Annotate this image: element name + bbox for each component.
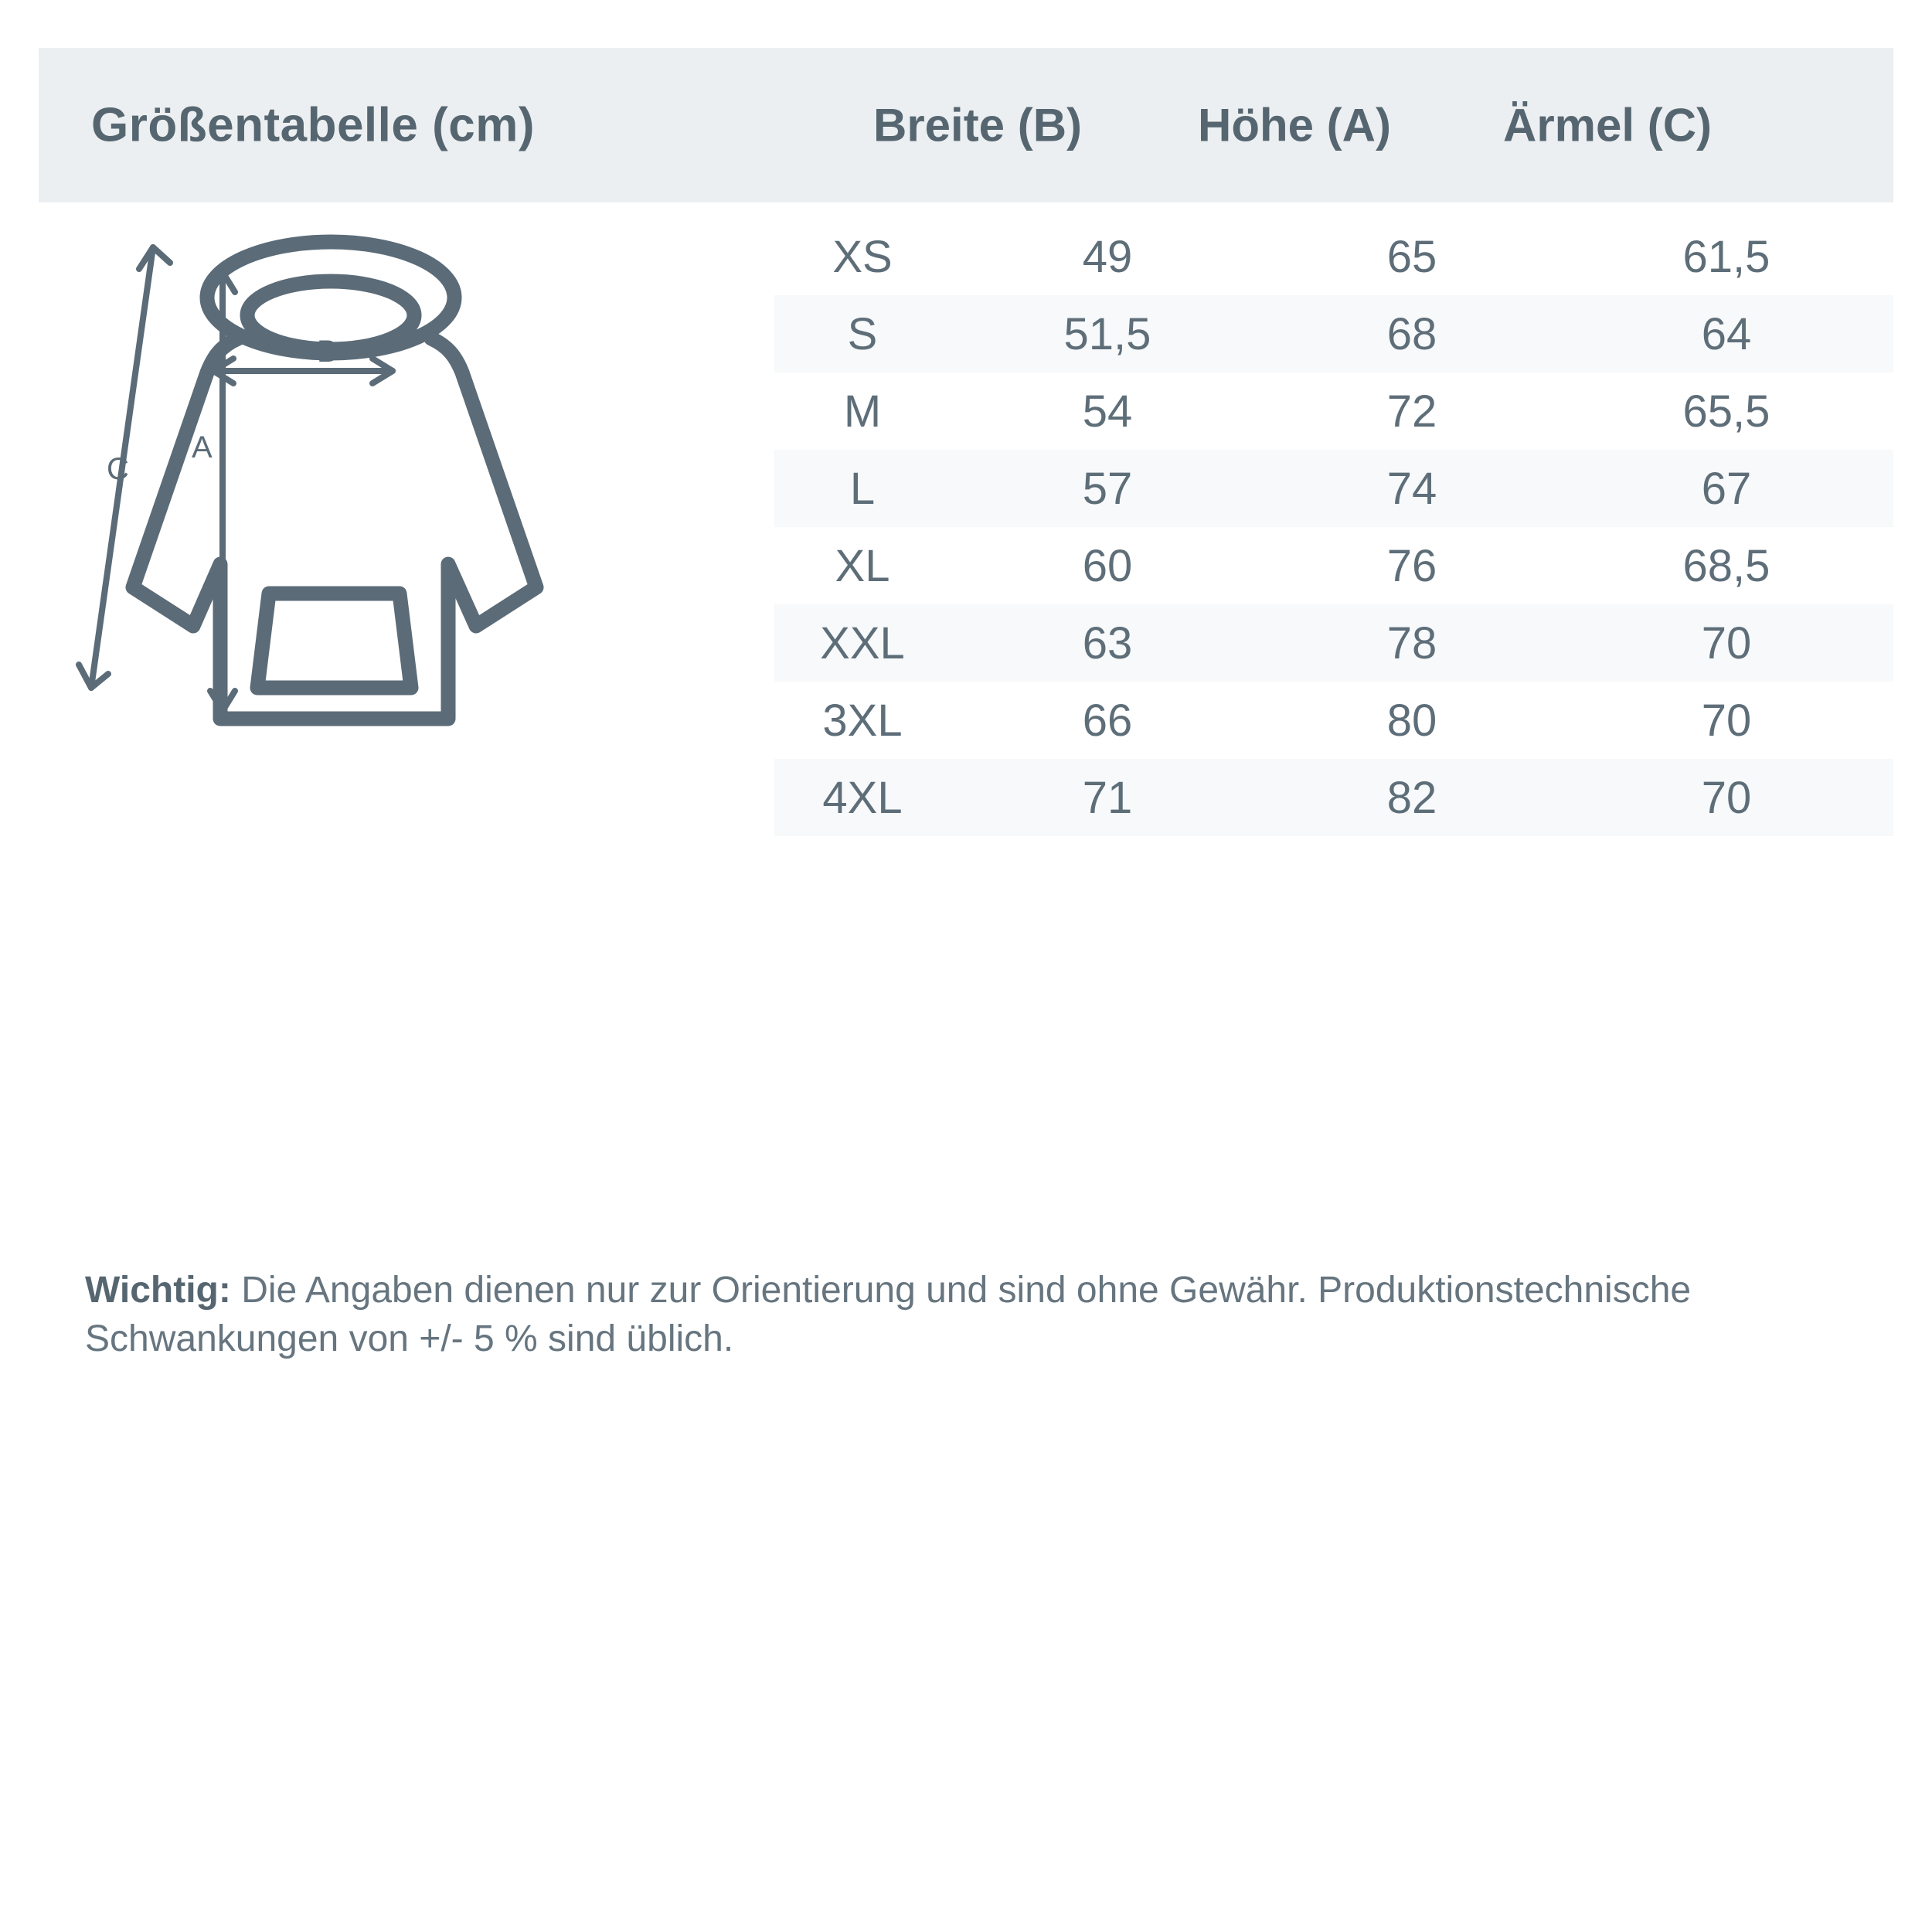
cell-size: S [847,308,878,359]
sleeve-label: C [107,452,129,486]
cell-width: 66 [1082,695,1133,746]
cell-size: 3XL [822,695,903,746]
table-row [774,604,1893,682]
table-row [774,759,1893,836]
table-row [774,682,1893,759]
cell-size: M [843,386,882,437]
cell-sleeve: 64 [1701,308,1752,359]
cell-size: 4XL [822,772,903,823]
cell-width: 54 [1082,386,1133,437]
cell-height: 82 [1386,772,1437,823]
cell-width: 63 [1082,617,1133,668]
column-header-height: Höhe (A) [1198,99,1391,151]
cell-size: XXL [820,617,905,668]
cell-width: 60 [1082,540,1133,591]
table-row [774,295,1893,372]
cell-height: 68 [1386,308,1437,359]
cell-sleeve: 68,5 [1682,540,1770,591]
disclaimer-lead: Wichtig: [85,1270,231,1311]
column-header-width: Breite (B) [872,99,1083,151]
cell-width: 71 [1082,772,1133,823]
cell-height: 80 [1386,695,1437,746]
cell-width: 57 [1082,463,1133,514]
cell-height: 76 [1386,540,1437,591]
cell-height: 72 [1386,386,1437,437]
page-title: Größentabelle (cm) [91,98,535,152]
width-label: B [317,335,338,369]
table-header-band [39,48,1893,202]
cell-size: L [849,463,876,514]
cell-height: 74 [1386,463,1437,514]
disclaimer [85,1266,1862,1364]
hoodie-diagram [62,224,773,842]
hoodie-icon [62,224,773,842]
column-header-sleeve: Ärmel (C) [1502,99,1713,151]
table-row [774,450,1893,527]
cell-sleeve: 70 [1701,617,1752,668]
cell-size: XL [835,540,890,591]
height-label: A [192,430,213,464]
column-headers [811,99,1932,152]
cell-height: 78 [1386,617,1437,668]
cell-sleeve: 65,5 [1682,386,1770,437]
disclaimer-text: Die Angaben dienen nur zur Orientierung und sind ohne Gewähr. Produktionstechnische Schwankungen von +/- 5 % sind üblich. [85,1270,1692,1360]
cell-sleeve: 67 [1701,463,1752,514]
cell-height: 65 [1386,231,1437,282]
table-row [774,527,1893,604]
table-row [774,372,1893,450]
cell-width: 51,5 [1063,308,1151,359]
size-table [774,218,1893,836]
cell-sleeve: 70 [1701,772,1752,823]
table-row [774,218,1893,295]
cell-width: 49 [1082,231,1133,282]
cell-sleeve: 70 [1701,695,1752,746]
cell-size: XS [832,231,893,282]
cell-sleeve: 61,5 [1682,231,1770,282]
